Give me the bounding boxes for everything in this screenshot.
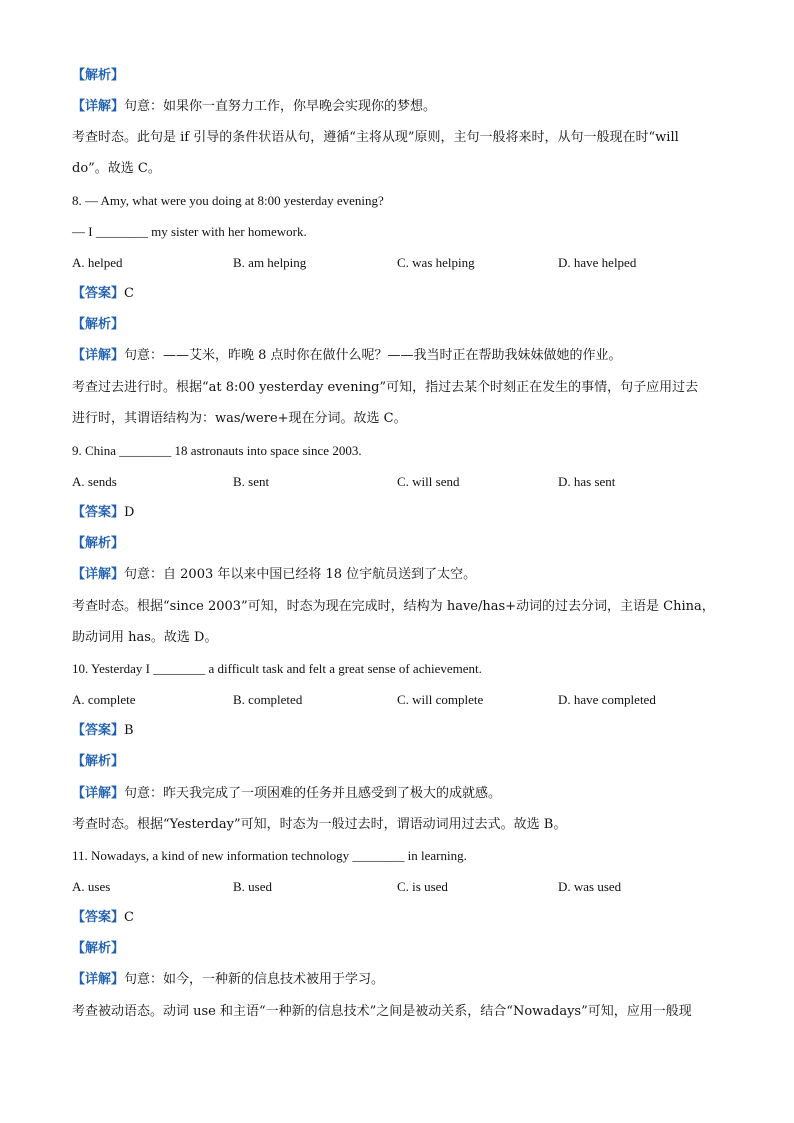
answer-tag: 【答案】 bbox=[72, 286, 125, 301]
option-c: C. will send bbox=[397, 474, 460, 489]
answer-tag: 【答案】 bbox=[72, 505, 125, 520]
option-a: A. helped bbox=[72, 255, 123, 270]
explanation-text: 考查过去进行时。根据“at 8:00 yesterday evening”可知，指过去某个时刻正在发生的事情，句子应用过去 bbox=[72, 380, 699, 395]
question-10: 10. Yesterday I ________ a difficult task and felt a great sense of achievement. bbox=[72, 661, 482, 676]
option-c: C. is used bbox=[397, 879, 448, 894]
analysis-tag: 【解析】 bbox=[72, 941, 125, 956]
option-c: C. was helping bbox=[397, 255, 475, 270]
option-a: A. complete bbox=[72, 692, 136, 707]
detail-line bbox=[72, 346, 622, 366]
analysis-tag: 【解析】 bbox=[72, 68, 125, 83]
detail-line bbox=[72, 784, 501, 804]
detail-text: 句意：昨天我完成了一项困难的任务并且感受到了极大的成就感。 bbox=[124, 786, 502, 801]
option-a: A. sends bbox=[72, 474, 117, 489]
detail-line bbox=[72, 565, 476, 585]
option-b: B. sent bbox=[233, 474, 270, 489]
answer-value: D bbox=[124, 505, 135, 520]
detail-text: 句意：如果你一直努力工作，你早晚会实现你的梦想。 bbox=[124, 99, 437, 114]
analysis-tag: 【解析】 bbox=[72, 754, 125, 769]
question-8: 8. — Amy, what were you doing at 8:00 yesterday evening? bbox=[72, 193, 384, 208]
analysis-tag: 【解析】 bbox=[72, 317, 125, 332]
answer-value: C bbox=[124, 910, 134, 925]
question-11: 11. Nowadays, a kind of new information technology ________ in learning. bbox=[72, 848, 467, 863]
option-a: A. uses bbox=[72, 879, 111, 894]
detail-text: 句意：——艾米，昨晚 8 点时你在做什么呢？——我当时正在帮助我妹妹做她的作业。 bbox=[124, 348, 622, 363]
detail-text: 句意：自 2003 年以来中国已经将 18 位宇航员送到了太空。 bbox=[124, 567, 477, 582]
answer-line bbox=[72, 908, 134, 928]
detail-line bbox=[72, 970, 384, 990]
analysis-tag: 【解析】 bbox=[72, 536, 125, 551]
option-d: D. has sent bbox=[558, 474, 616, 489]
explanation-text: 进行时，其谓语结构为：was/were+现在分词。故选 C。 bbox=[72, 411, 407, 426]
answer-tag: 【答案】 bbox=[72, 910, 125, 925]
option-d: D. have completed bbox=[558, 692, 656, 707]
detail-tag: 【详解】 bbox=[72, 99, 125, 114]
detail-line bbox=[72, 97, 436, 117]
detail-tag: 【详解】 bbox=[72, 786, 125, 801]
explanation-text: do”。故选 C。 bbox=[72, 161, 161, 176]
answer-line bbox=[72, 503, 134, 523]
answer-value: C bbox=[124, 286, 134, 301]
explanation-text: 助动词用 has。故选 D。 bbox=[72, 630, 218, 645]
detail-text: 句意：如今，一种新的信息技术被用于学习。 bbox=[124, 972, 385, 987]
explanation-text: 考查时态。此句是 if 引导的条件状语从句，遵循“主将从现”原则，主句一般将来时，从句一般现在时“will bbox=[72, 130, 679, 145]
detail-tag: 【详解】 bbox=[72, 972, 125, 987]
option-d: D. have helped bbox=[558, 255, 637, 270]
option-d: D. was used bbox=[558, 879, 622, 894]
explanation-text: 考查时态。根据“Yesterday”可知，时态为一般过去时，谓语动词用过去式。故选 B。 bbox=[72, 817, 567, 832]
answer-value: B bbox=[124, 723, 134, 738]
detail-tag: 【详解】 bbox=[72, 567, 125, 582]
answer-tag: 【答案】 bbox=[72, 723, 125, 738]
explanation-text: 考查时态。根据“since 2003”可知，时态为现在完成时，结构为 have/has+动词的过去分词，主语是 China， bbox=[72, 599, 715, 614]
answer-line bbox=[72, 284, 134, 304]
option-b: B. am helping bbox=[233, 255, 307, 270]
explanation-text: 考查被动语态。动词 use 和主语“一种新的信息技术”之间是被动关系，结合“Nowadays”可知，应用一般现 bbox=[72, 1004, 692, 1019]
option-b: B. completed bbox=[233, 692, 303, 707]
option-c: C. will complete bbox=[397, 692, 484, 707]
option-b: B. used bbox=[233, 879, 272, 894]
detail-tag: 【详解】 bbox=[72, 348, 125, 363]
question-9: 9. China ________ 18 astronauts into space since 2003. bbox=[72, 443, 362, 458]
answer-line bbox=[72, 721, 134, 741]
question-8-response: — I ________ my sister with her homework. bbox=[72, 224, 307, 239]
